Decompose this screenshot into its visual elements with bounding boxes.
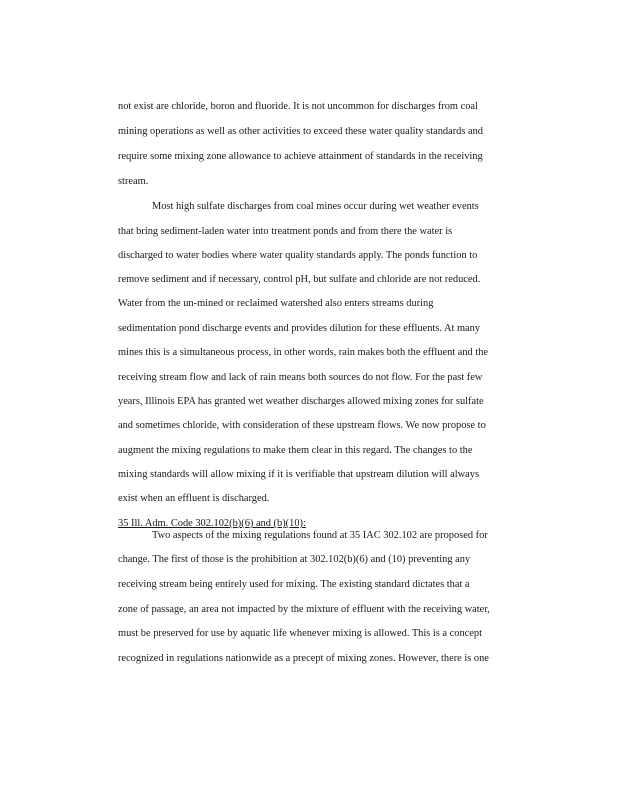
- text-line: receiving stream being entirely used for mixing. The existing standard dictates that a: [118, 579, 470, 590]
- text-line: change. The first of those is the prohibition at 302.102(b)(6) and (10) preventing any: [118, 554, 471, 565]
- text-line: exist when an effluent is discharged.: [118, 493, 270, 504]
- text-line: that bring sediment-laden water into treatment ponds and from there the water is: [118, 226, 453, 237]
- text-line: not exist are chloride, boron and fluoride. It is not uncommon for discharges from coal: [118, 101, 478, 112]
- text-line: Two aspects of the mixing regulations found at 35 IAC 302.102 are proposed for: [152, 530, 488, 541]
- text-line: augment the mixing regulations to make them clear in this regard. The changes to the: [118, 445, 473, 456]
- text-line: sedimentation pond discharge events and provides dilution for these effluents. At many: [118, 323, 481, 334]
- text-line: mining operations as well as other activities to exceed these water quality standards and: [118, 126, 484, 137]
- text-line: receiving stream flow and lack of rain means both sources do not flow. For the past few: [118, 372, 483, 383]
- text-line: and sometimes chloride, with consideration of these upstream flows. We now propose to: [118, 420, 486, 431]
- text-line: zone of passage, an area not impacted by the mixture of effluent with the receiving water,: [118, 604, 490, 615]
- text-line: Most high sulfate discharges from coal mines occur during wet weather events: [152, 201, 479, 212]
- text-line: require some mixing zone allowance to achieve attainment of standards in the receiving: [118, 151, 483, 162]
- text-line: stream.: [118, 176, 149, 187]
- text-line: mixing standards will allow mixing if it is verifiable that upstream dilution will always: [118, 469, 480, 480]
- text-line: mines this is a simultaneous process, in other words, rain makes both the effluent and the: [118, 347, 489, 358]
- text-line: recognized in regulations nationwide as a precept of mixing zones. However, there is one: [118, 653, 489, 664]
- section-heading: 35 Ill. Adm. Code 302.102(b)(6) and (b)(10):: [118, 518, 306, 529]
- text-line: Water from the un-mined or reclaimed watershed also enters streams during: [118, 298, 434, 309]
- text-line: years, Illinois EPA has granted wet weather discharges allowed mixing zones for sulfate: [118, 396, 484, 407]
- text-line: remove sediment and if necessary, control pH, but sulfate and chloride are not reduced.: [118, 274, 481, 285]
- text-line: discharged to water bodies where water quality standards apply. The ponds function to: [118, 250, 478, 261]
- text-line: must be preserved for use by aquatic life whenever mixing is allowed. This is a concept: [118, 628, 482, 639]
